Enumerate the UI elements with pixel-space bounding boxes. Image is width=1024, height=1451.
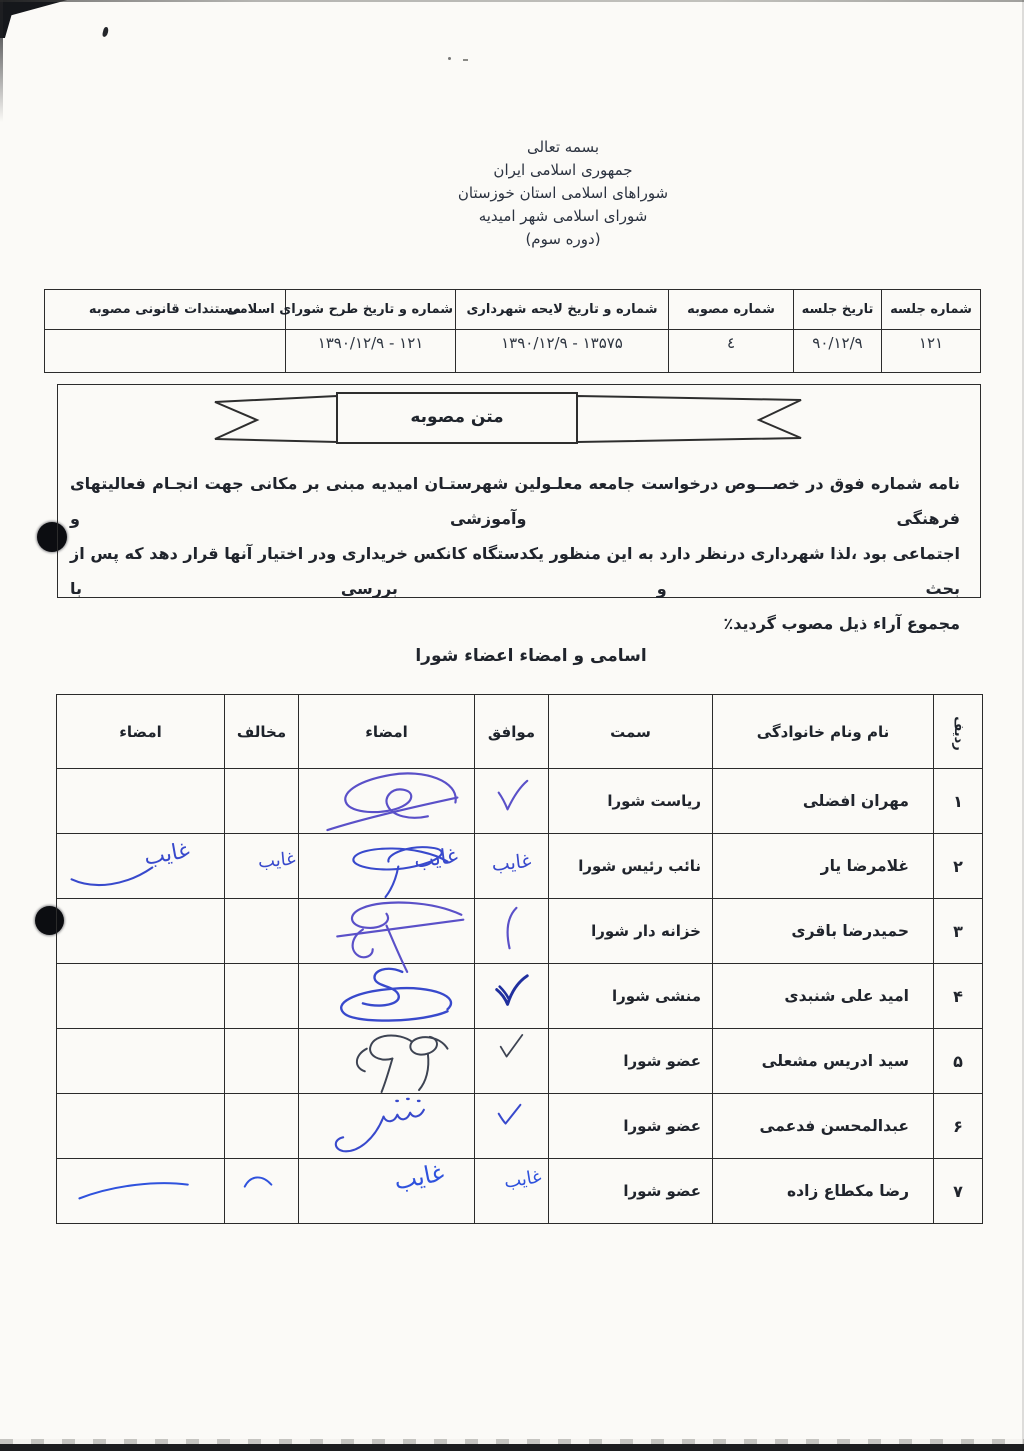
- check-mark: [475, 1029, 548, 1093]
- check-mark: [475, 964, 548, 1028]
- signature-scribble: [299, 964, 474, 1028]
- absent-note: غایب: [412, 843, 460, 873]
- member-position: عضو شورا: [549, 1029, 713, 1094]
- absent-note: غایب: [142, 838, 192, 871]
- absent-note: غایب: [391, 1158, 447, 1196]
- absent-note: غایب: [257, 848, 297, 873]
- signature-2-cell: [57, 964, 225, 1029]
- row-number: ۲: [934, 834, 983, 899]
- ink-speck: [448, 57, 451, 60]
- scan-left-edge: [0, 0, 3, 122]
- agree-cell: [475, 1029, 549, 1094]
- member-row: [57, 1029, 983, 1094]
- scan-corner-artifact: [0, 0, 82, 38]
- signature-2-cell: [57, 769, 225, 834]
- agree-cell: [475, 769, 549, 834]
- col-legal-basis: مستندات قانونی مصوبه: [45, 290, 286, 330]
- col-row-number: ردیف: [934, 695, 983, 769]
- oppose-cell: [225, 964, 299, 1029]
- member-name: سید ادریس مشعلی: [713, 1029, 934, 1094]
- row-number: ۱: [934, 769, 983, 834]
- signature-scribble: [299, 899, 474, 963]
- member-name: حمیدرضا باقری: [713, 899, 934, 964]
- term-line: (دوره سوم): [525, 230, 601, 248]
- col-session-date: تاریخ جلسه: [794, 290, 882, 330]
- col-council-plan: شماره و تاریخ طرح شورای اسلامی: [286, 290, 456, 330]
- members-header-row: [57, 695, 983, 769]
- member-row: [57, 1094, 983, 1159]
- signature-flourish: [57, 834, 224, 898]
- resolution-number-value: ٤: [669, 330, 794, 373]
- signature-2-cell: [57, 834, 225, 899]
- signature-cell: [299, 899, 475, 964]
- signature-2-cell: [57, 1029, 225, 1094]
- signature-cell: [299, 769, 475, 834]
- row-number: ۳: [934, 899, 983, 964]
- resolution-banner: [213, 391, 803, 445]
- member-position: عضو شورا: [549, 1159, 713, 1224]
- tilde-mark: [225, 1159, 298, 1223]
- province-councils-line: شوراهای اسلامی استان خوزستان: [457, 184, 669, 202]
- col-agree: موافق: [475, 695, 549, 769]
- dash-mark: [57, 1159, 224, 1223]
- oppose-cell: [225, 899, 299, 964]
- resolution-line-3: مجموع آراء ذیل مصوب گردید٪: [723, 614, 960, 633]
- col-full-name: نام ونام خانوادگی: [713, 695, 934, 769]
- agree-cell: [475, 834, 549, 899]
- signature-cell: [299, 1029, 475, 1094]
- agree-cell: [475, 964, 549, 1029]
- check-mark: [475, 899, 548, 963]
- member-row: [57, 899, 983, 964]
- member-row: [57, 834, 983, 899]
- signature-cell: [299, 1159, 475, 1224]
- member-name: مهران افضلی: [713, 769, 934, 834]
- member-name: غلامرضا یار: [713, 834, 934, 899]
- member-name: عبدالمحسن فدعمی: [713, 1094, 934, 1159]
- ribbon-tail-right: [577, 396, 801, 442]
- signature-scribble: [299, 834, 474, 898]
- check-mark: [475, 769, 548, 833]
- col-session-number: شماره جلسه: [882, 290, 981, 330]
- meta-value-row: [45, 330, 981, 373]
- member-position: منشی شورا: [549, 964, 713, 1029]
- signature-cell: [299, 964, 475, 1029]
- signature-2-cell: [57, 1094, 225, 1159]
- row-number: ۷: [934, 1159, 983, 1224]
- legal-basis-value: [45, 330, 286, 373]
- member-position: عضو شورا: [549, 1094, 713, 1159]
- agree-cell: [475, 1094, 549, 1159]
- check-mark: [475, 1094, 548, 1158]
- oppose-cell: [225, 834, 299, 899]
- col-signature: امضاء: [299, 695, 475, 769]
- signature-scribble: [299, 1029, 474, 1093]
- row-number: ۵: [934, 1029, 983, 1094]
- agree-cell: [475, 899, 549, 964]
- meta-header-row: [45, 290, 981, 330]
- city-council-line: شورای اسلامی شهر امیدیه: [478, 207, 648, 225]
- oppose-cell: [225, 1029, 299, 1094]
- banner-title: متن مصوبه: [410, 407, 504, 427]
- member-name: امید علی شنبدی: [713, 964, 934, 1029]
- col-municipality-bill: شماره و تاریخ لایحه شهرداری: [456, 290, 669, 330]
- session-date-value: ۹۰/۱۲/۹: [794, 330, 882, 373]
- member-row: [57, 964, 983, 1029]
- signature-2-cell: [57, 899, 225, 964]
- resolution-meta-table: [44, 289, 981, 373]
- member-row: [57, 1159, 983, 1224]
- ink-speck: [463, 59, 468, 61]
- letterhead: [102, 136, 1024, 251]
- signature-cell: [299, 834, 475, 899]
- member-position: ریاست شورا: [549, 769, 713, 834]
- member-row: [57, 769, 983, 834]
- scan-top-edge: [0, 0, 1024, 2]
- row-number: ۶: [934, 1094, 983, 1159]
- col-signature-2: امضاء: [57, 695, 225, 769]
- member-position: نائب رئیس شورا: [549, 834, 713, 899]
- signature-scribble: [299, 769, 474, 833]
- member-name: رضا مکطاع زاده: [713, 1159, 934, 1224]
- members-signature-table: [56, 694, 983, 1224]
- absent-note: غایب: [502, 1166, 544, 1193]
- oppose-cell: [225, 1159, 299, 1224]
- row-number: ۴: [934, 964, 983, 1029]
- col-resolution-number: شماره مصوبه: [669, 290, 794, 330]
- republic-line: جمهوری اسلامی ایران: [493, 161, 633, 179]
- resolution-line-1: نامه شماره فوق در خصـــوص درخواست جامعه معلـولین شهرستـان امیدیه مبنی بر مکانی جهت انجـام فعالیتهای فرهنگی وآموزشی و: [70, 474, 960, 528]
- agree-cell: [475, 1159, 549, 1224]
- session-number-value: ۱۲۱: [882, 330, 981, 373]
- ink-speck: [102, 27, 109, 38]
- resolution-paragraph: [70, 466, 960, 641]
- members-section-title: اسامی و امضاء اعضاء شورا: [415, 646, 647, 666]
- col-oppose: مخالف: [225, 695, 299, 769]
- absent-note: غایب: [490, 849, 533, 877]
- resolution-line-2: اجتماعی بود ،لذا شهرداری درنظر دارد به این منظور یکدستگاه کانکس خریداری ودر اختیار آنها قرار دهد که پس از بحث و بررسی با: [70, 544, 960, 598]
- member-position: خزانه دار شورا: [549, 899, 713, 964]
- col-position: سمت: [549, 695, 713, 769]
- oppose-cell: [225, 769, 299, 834]
- council-plan-value: ۱۳۹۰/۱۲/۹ - ۱۲۱: [286, 330, 456, 373]
- signature-2-cell: [57, 1159, 225, 1224]
- signature-cell: [299, 1094, 475, 1159]
- besmele-line: بسمه تعالی: [526, 138, 600, 156]
- ribbon-tail-left: [215, 396, 337, 442]
- oppose-cell: [225, 1094, 299, 1159]
- municipality-bill-value: ۱۳۹۰/۱۲/۹ - ۱۳۵۷۵: [456, 330, 669, 373]
- signature-scribble: [299, 1094, 474, 1158]
- scan-bottom-edge: [0, 1444, 1024, 1451]
